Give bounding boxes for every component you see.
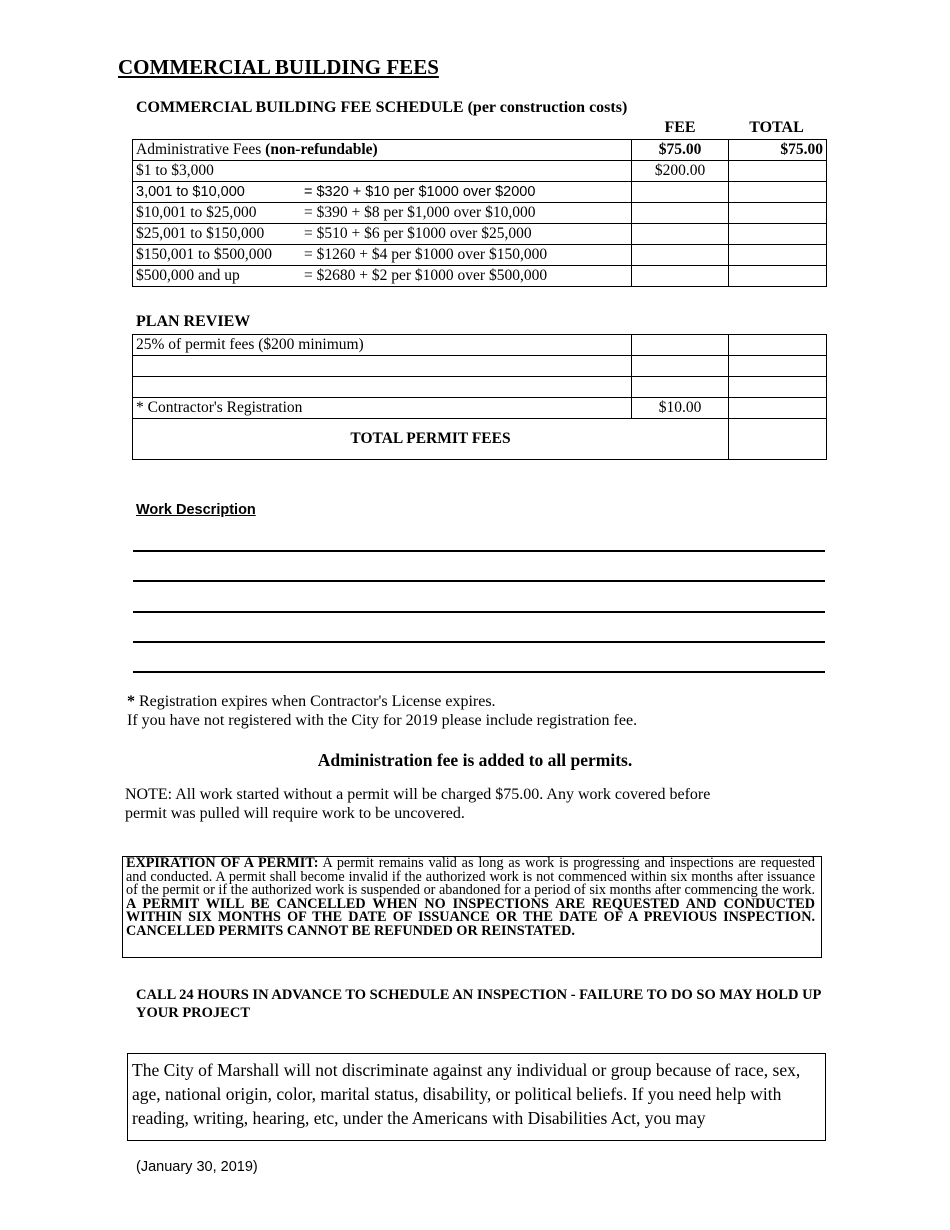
total-permit-fees-value[interactable]	[729, 419, 827, 460]
fee-total[interactable]	[729, 203, 827, 224]
no-permit-note-line1: NOTE: All work started without a permit will be charged $75.00. Any work covered before	[125, 786, 711, 803]
plan-review-total[interactable]	[729, 335, 827, 356]
plan-review-heading: PLAN REVIEW	[136, 313, 251, 330]
total-permit-fees-label: TOTAL PERMIT FEES	[133, 419, 729, 460]
fee-schedule-table	[132, 139, 827, 287]
work-description-line[interactable]	[133, 550, 825, 552]
fee-schedule-heading: COMMERCIAL BUILDING FEE SCHEDULE (per construction costs)	[136, 99, 628, 116]
contractor-registration-fee: $10.00	[632, 398, 729, 419]
page-title: COMMERCIAL BUILDING FEES	[118, 55, 439, 79]
admin-fee-row	[133, 140, 827, 161]
plan-review-row	[133, 335, 827, 356]
fee-range: $150,001 to $500,000 = $1260 + $4 per $1000 over $150,000	[133, 245, 632, 266]
admin-fee-total: $75.00	[729, 140, 827, 161]
blank-cell[interactable]	[133, 377, 632, 398]
fee-total[interactable]	[729, 224, 827, 245]
fee-range: 3,001 to $10,000 = $320 + $10 per $1000 over $2000	[133, 182, 632, 203]
work-description-line[interactable]	[133, 611, 825, 613]
fee-total[interactable]	[729, 245, 827, 266]
fee-row	[133, 161, 827, 182]
fee-column-header: FEE	[664, 119, 696, 136]
blank-row	[133, 356, 827, 377]
non-discrimination-box: The City of Marshall will not discriminate against any individual or group because of race, sex, age, national origin, color, marital status, disability, or political beliefs. If you need help with reading, writing, hearing, etc, under the Americans with Disabilities Act, you may	[127, 1053, 826, 1141]
admin-fee-label: Administrative Fees (non-refundable)	[133, 140, 632, 161]
blank-row	[133, 377, 827, 398]
revision-date: (January 30, 2019)	[136, 1159, 258, 1175]
fee-value[interactable]	[632, 182, 729, 203]
plan-review-label: 25% of permit fees ($200 minimum)	[133, 335, 632, 356]
fee-range: $1 to $3,000	[133, 161, 632, 182]
fee-row	[133, 203, 827, 224]
blank-cell[interactable]	[729, 377, 827, 398]
blank-cell[interactable]	[133, 356, 632, 377]
fee-value[interactable]: $200.00	[632, 161, 729, 182]
fee-total[interactable]	[729, 182, 827, 203]
admin-fee-value: $75.00	[632, 140, 729, 161]
fee-row	[133, 224, 827, 245]
fee-value[interactable]	[632, 245, 729, 266]
fee-total[interactable]	[729, 161, 827, 182]
blank-cell[interactable]	[632, 356, 729, 377]
plan-review-fee[interactable]	[632, 335, 729, 356]
fee-row	[133, 182, 827, 203]
fee-row	[133, 266, 827, 287]
contractor-registration-total[interactable]	[729, 398, 827, 419]
work-description-heading: Work Description	[136, 502, 256, 518]
total-permit-fees-row	[133, 419, 827, 460]
blank-cell[interactable]	[729, 356, 827, 377]
contractor-registration-label: * Contractor's Registration	[133, 398, 632, 419]
fee-range: $10,001 to $25,000 = $390 + $8 per $1,000 over $10,000	[133, 203, 632, 224]
total-column-header: TOTAL	[749, 119, 804, 136]
no-permit-note-line2: permit was pulled will require work to be uncovered.	[125, 805, 465, 822]
registration-city-note: If you have not registered with the City for 2019 please include registration fee.	[127, 712, 638, 729]
fee-value[interactable]	[632, 266, 729, 287]
work-description-line[interactable]	[133, 671, 825, 673]
contractor-registration-row	[133, 398, 827, 419]
fee-total[interactable]	[729, 266, 827, 287]
permit-expiration-box: EXPIRATION OF A PERMIT: A permit remains valid as long as work is progressing and inspections are requested and conducted. A permit shall become invalid if the authorized work is not commenced within six months after issuance of the permit or if the authorized work is suspended or abandoned for a period of six months after commencing the work. A PERMIT WILL BE CANCELLED WHEN NO INSPECTIONS ARE REQUESTED AND CONDUCTED WITHIN SIX MONTHS OF THE DATE OF ISSUANCE OR THE DATE OF A PREVIOUS INSPECTION. CANCELLED PERMITS CANNOT BE REFUNDED OR REINSTATED.	[122, 856, 822, 958]
admin-fee-note: Administration fee is added to all permits.	[317, 750, 633, 770]
fee-range: $500,000 and up = $2680 + $2 per $1000 over $500,000	[133, 266, 632, 287]
inspection-call-note: CALL 24 HOURS IN ADVANCE TO SCHEDULE AN INSPECTION - FAILURE TO DO SO MAY HOLD UP YOUR PROJECT	[136, 987, 821, 1021]
fee-value[interactable]	[632, 224, 729, 245]
work-description-line[interactable]	[133, 580, 825, 582]
plan-review-table	[132, 334, 827, 460]
blank-cell[interactable]	[632, 377, 729, 398]
fee-row	[133, 245, 827, 266]
fee-value[interactable]	[632, 203, 729, 224]
fee-range: $25,001 to $150,000 = $510 + $6 per $1000 over $25,000	[133, 224, 632, 245]
registration-expiry-note: * Registration expires when Contractor's License expires.	[127, 693, 496, 710]
work-description-line[interactable]	[133, 641, 825, 643]
